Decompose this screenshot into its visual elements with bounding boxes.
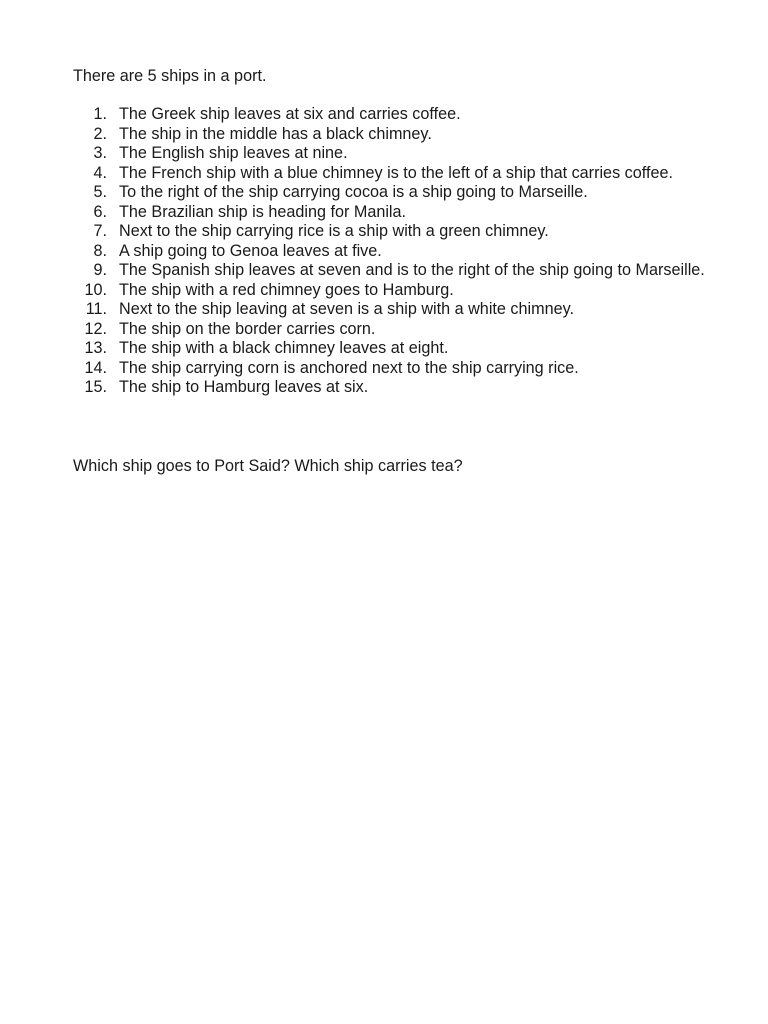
list-item [73, 300, 713, 320]
clue-number: 8. [93, 241, 107, 260]
clue-number: 10. [84, 280, 107, 299]
list-item [73, 222, 713, 242]
list-item [73, 359, 713, 379]
clue-number: 11. [85, 300, 107, 318]
list-item [73, 125, 713, 145]
list-item [73, 242, 713, 262]
clue-number: 13. [84, 339, 107, 357]
clue-text: Next to the ship carrying rice is a ship with a green chimney. [119, 222, 549, 240]
clue-text: The ship with a red chimney goes to Hamburg. [119, 280, 454, 299]
clue-number: 4. [93, 163, 107, 182]
clue-text: Next to the ship leaving at seven is a ship with a white chimney. [119, 300, 574, 318]
list-item [73, 261, 713, 281]
clue-text: A ship going to Genoa leaves at five. [119, 241, 382, 260]
clue-text: The French ship with a blue chimney is to the left of a ship that carries coffee. [119, 163, 673, 182]
clue-text: The Greek ship leaves at six and carries coffee. [119, 105, 461, 123]
clue-number: 15. [84, 378, 107, 396]
clue-text: The ship carrying corn is anchored next to the ship carrying rice. [119, 358, 579, 377]
list-item [73, 203, 713, 223]
list-item [73, 378, 713, 398]
list-item [73, 339, 713, 359]
clue-text: The ship with a black chimney leaves at eight. [119, 339, 449, 357]
clue-number: 1. [93, 105, 107, 123]
clue-text: The English ship leaves at nine. [119, 144, 348, 162]
list-item [73, 105, 713, 125]
clue-text: The ship to Hamburg leaves at six. [119, 378, 369, 396]
clue-text: The Brazilian ship is heading for Manila. [119, 202, 407, 221]
clue-list [73, 105, 713, 398]
clue-number: 3. [93, 144, 107, 162]
clue-number: 2. [93, 124, 107, 143]
list-item [73, 144, 713, 164]
list-item [73, 164, 713, 184]
clue-text: The Spanish ship leaves at seven and is to the right of the ship going to Marseille. [119, 261, 705, 279]
clue-text: The ship in the middle has a black chimney. [119, 124, 432, 143]
clue-number: 14. [84, 358, 107, 377]
list-item [73, 183, 713, 203]
intro-text: There are 5 ships in a port. [73, 67, 267, 85]
clue-number: 12. [84, 319, 107, 338]
list-item [73, 281, 713, 301]
clue-number: 5. [93, 183, 107, 201]
clue-text: The ship on the border carries corn. [119, 319, 376, 338]
list-item [73, 320, 713, 340]
clue-number: 7. [93, 222, 107, 240]
clue-number: 9. [93, 261, 107, 279]
clue-text: To the right of the ship carrying cocoa is a ship going to Marseille. [119, 183, 588, 201]
clue-number: 6. [93, 202, 107, 221]
question-text: Which ship goes to Port Said? Which ship carries tea? [73, 457, 463, 475]
